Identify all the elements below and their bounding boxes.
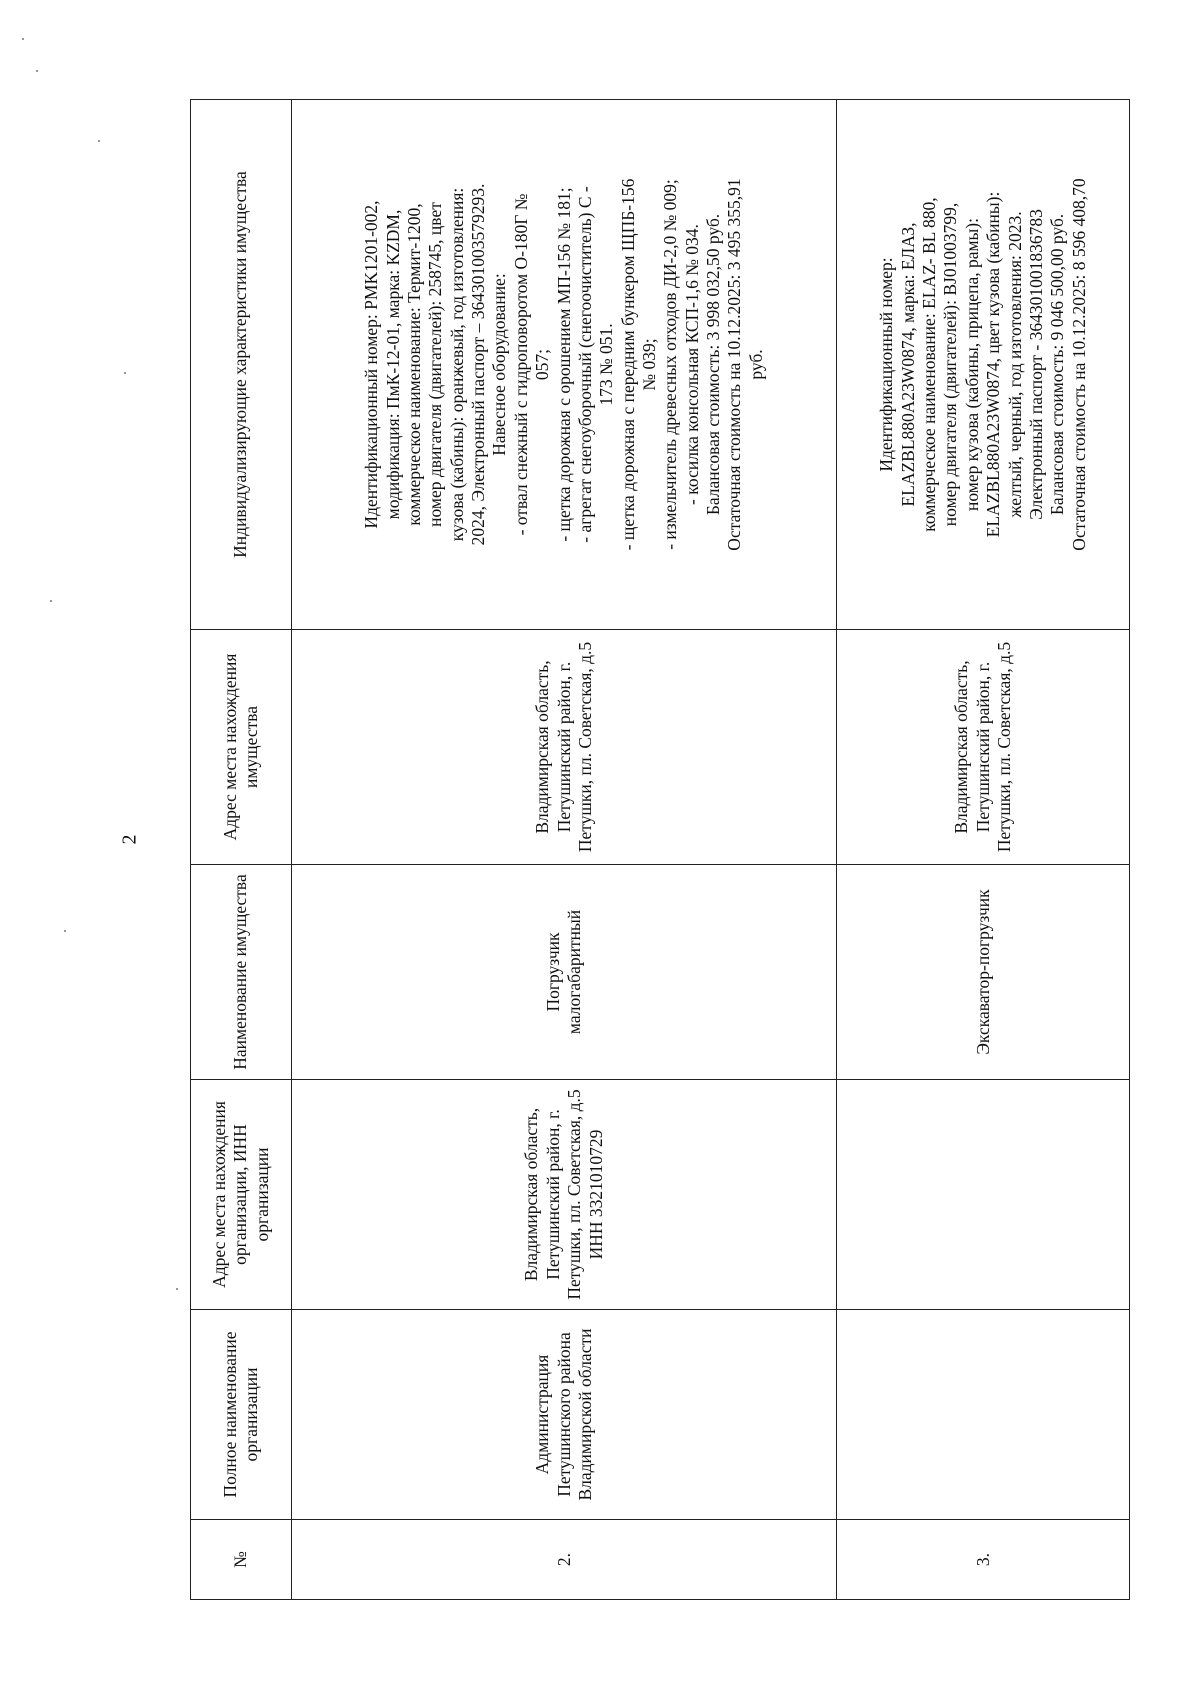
characteristics-line: - щетка дорожная с передним бункером ЩПБ-156 (617, 178, 638, 551)
characteristics-line: коммерческое наименование: Термит-1200, (404, 203, 425, 526)
scan-speck (22, 38, 24, 40)
scan-speck (50, 600, 52, 602)
table-row (292, 100, 837, 1600)
characteristics-line: № 039; (638, 338, 659, 391)
property-characteristics (837, 100, 1130, 630)
characteristics-line: кузова (кабины): оранжевый, год изготовления: (446, 187, 467, 542)
header-number: № (191, 1520, 292, 1600)
scan-speck (176, 1288, 178, 1290)
organization-name (837, 1310, 1130, 1520)
characteristics-line: Идентификационный номер: PMK1201-002, (361, 200, 382, 529)
characteristics-line: Остаточная стоимость на 10.12.2025: 3 495 355,91 (724, 178, 745, 551)
characteristics-line: Навесное оборудование: (489, 273, 510, 456)
characteristics-line: - щетка дорожная с орошением МП-156 № 181; (553, 187, 574, 542)
property-address: Владимирская область, Петушинский район, г. Петушки, пл. Советская, д.5 (837, 630, 1130, 865)
scan-speck (98, 140, 100, 142)
organization-name: Администрация Петушинского района Владимирской области (292, 1310, 837, 1520)
header-characteristics: Индивидуализирующие характеристики имущества (191, 100, 292, 630)
characteristics-line: номер кузова (кабины, прицепа, рамы): (961, 218, 982, 511)
characteristics-line: - измельчитель древесных отходов ДИ-2,0 № 009; (660, 179, 681, 550)
table-header-row (191, 100, 292, 1600)
table-row (837, 100, 1130, 1600)
header-org-name: Полное наименование организации (191, 1310, 292, 1520)
characteristics-line: Балансовая стоимость: 3 998 032,50 руб. (702, 213, 723, 516)
property-characteristics (292, 100, 837, 630)
characteristics-line: - агрегат снегоуборочный (снегоочиститель) С - (574, 186, 595, 543)
characteristics-line: номер двигателя (двигателей): 258745, цвет (425, 202, 446, 527)
characteristics-line: - отвал снежный с гидроповоротом О-180Г № (510, 193, 531, 536)
characteristics-line: руб. (745, 349, 766, 380)
property-address: Владимирская область, Петушинский район, г. Петушки, пл. Советская, д.5 (292, 630, 837, 865)
characteristics-line: 057; (532, 348, 553, 381)
property-name: Погрузчик малогабаритный (292, 865, 837, 1080)
characteristics-line: 173 № 051. (596, 323, 617, 406)
characteristics-line: Балансовая стоимость: 9 046 500,00 руб. (1047, 213, 1068, 516)
characteristics-line: модификация: ПмК-12-01, марка: KZDM, (382, 209, 403, 520)
row-number: 3. (837, 1520, 1130, 1600)
header-org-address: Адрес места нахождения организации, ИНН организации (191, 1080, 292, 1310)
page-number: 2 (118, 834, 141, 845)
rotated-table-container (190, 100, 1130, 1600)
characteristics-line: Электронный паспорт - 364301001836783 (1025, 209, 1046, 520)
organization-address (837, 1080, 1130, 1310)
scan-speck (124, 372, 126, 374)
row-number: 2. (292, 1520, 837, 1600)
header-property-name: Наименование имущества (191, 865, 292, 1080)
characteristics-line: коммерческое наименование: ELAZ- BL 880, (919, 197, 940, 532)
characteristics-line: Идентификационный номер: (876, 257, 897, 472)
characteristics-line: номер двигателя (двигателей): BJ01003799, (940, 202, 961, 527)
characteristics-line: Остаточная стоимость на 10.12.2025: 8 596 408,70 (1068, 178, 1089, 551)
scan-speck (64, 930, 66, 932)
property-name: Экскаватор-погрузчик (837, 865, 1130, 1080)
organization-address: Владимирская область, Петушинский район, г. Петушки, пл. Советская, д.5 ИНН 3321010729 (292, 1080, 837, 1310)
characteristics-line: ELAZBL880A23W0874, марка: ЕЛАЗ, (897, 222, 918, 507)
scan-speck (36, 70, 38, 72)
header-property-address: Адрес места нахождения имущества (191, 630, 292, 865)
characteristics-line: желтый, черный, год изготовления: 2023. (1004, 211, 1025, 518)
characteristics-line: - косилка консольная КСП-1,6 № 034. (681, 224, 702, 505)
property-table (190, 99, 1130, 1600)
characteristics-line: 2024, Электронный паспорт – 364301003579293. (468, 183, 489, 546)
characteristics-line: ELAZBL880A23W0874, цвет кузова (кабины): (983, 191, 1004, 538)
